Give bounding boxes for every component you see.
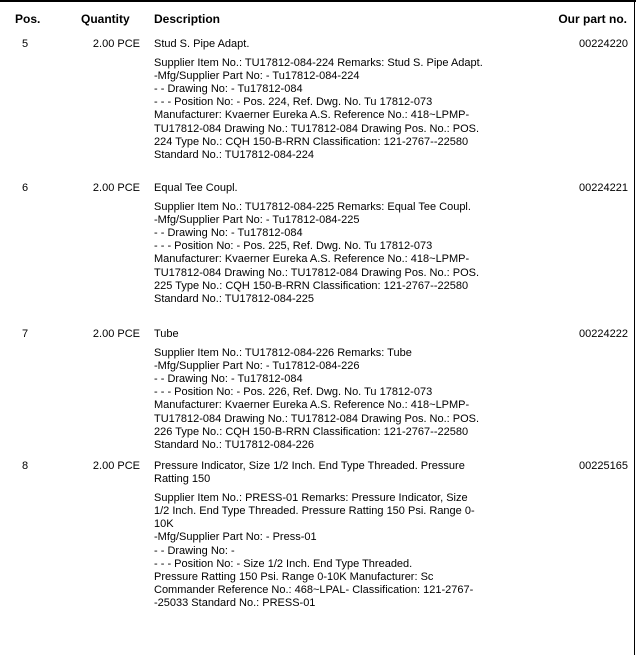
item-details: Supplier Item No.: TU17812-084-224 Remarks: Stud S. Pipe Adapt. -Mfg/Supplier Part No: - Tu17812-084-224 - - Drawing No: - Tu17812-084 - - - Position No: - Pos. 224, Ref. Dwg. No. Tu 17812-073 Manufacturer: Kvaerner Eureka A.S. Reference No.: 418~LPMP-TU17812-084 Drawing No.: TU17812-084 Drawing Pos. No.: POS. 224 Type No.: CQH 150-B-RRN Classification: 121-2767--22580 Standard No.: TU17812-084-224 bbox=[154, 57, 483, 161]
row-quantity: 2.00 PCE bbox=[92, 328, 140, 340]
row-part-no: 00225165 bbox=[579, 460, 628, 472]
item-title: Pressure Indicator, Size 1/2 Inch. End Type Threaded. Pressure Ratting 150 bbox=[154, 460, 465, 486]
row-quantity: 2.00 PCE bbox=[92, 38, 140, 50]
row-part-no: 00224221 bbox=[579, 182, 628, 194]
item-title: Stud S. Pipe Adapt. bbox=[154, 38, 250, 50]
row-part-no: 00224220 bbox=[579, 38, 628, 50]
item-details: Supplier Item No.: PRESS-01 Remarks: Pressure Indicator, Size 1/2 Inch. End Type Threaded. Pressure Ratting 150 Psi. Range 0-10K -Mfg/Supplier Part No: - Press-01 - - Drawing No: - - - - Position No: - Size 1/2 Inch. End Type Threaded. Pressure Ratting 150 Psi. Range 0-10K Manufacturer: Sc Commander Reference No.: 468~LPAL- Classification: 121-2767--25033 Standard No.: PRESS-01 bbox=[154, 492, 475, 609]
item-details: Supplier Item No.: TU17812-084-225 Remarks: Equal Tee Coupl. -Mfg/Supplier Part No: - Tu17812-084-225 - - Drawing No: - Tu17812-084 - - - Position No: - Pos. 225, Ref. Dwg. No. Tu 17812-073 Manufacturer: Kvaerner Eureka A.S. Reference No.: 418~LPMP-TU17812-084 Drawing No.: TU17812-084 Drawing Pos. No.: POS. 225 Type No.: CQH 150-B-RRN Classification: 121-2767--22580 Standard No.: TU17812-084-225 bbox=[154, 201, 480, 305]
item-title: Equal Tee Coupl. bbox=[154, 182, 238, 194]
right-rule bbox=[634, 0, 635, 655]
row-pos: 5 bbox=[22, 38, 29, 50]
row-pos: 7 bbox=[22, 328, 29, 340]
row-pos: 8 bbox=[22, 460, 29, 472]
row-description bbox=[154, 460, 484, 610]
header-quantity: Quantity bbox=[81, 12, 130, 26]
header-pos: Pos. bbox=[15, 12, 41, 26]
header-description: Description bbox=[154, 12, 221, 26]
row-part-no: 00224222 bbox=[579, 328, 628, 340]
row-quantity: 2.00 PCE bbox=[92, 460, 140, 472]
table-header bbox=[0, 12, 636, 28]
top-rule bbox=[0, 0, 636, 4]
row-pos: 6 bbox=[22, 182, 29, 194]
header-part-no: Our part no. bbox=[558, 12, 627, 26]
row-description bbox=[154, 38, 484, 162]
row-quantity: 2.00 PCE bbox=[92, 182, 140, 194]
item-details: Supplier Item No.: TU17812-084-226 Remarks: Tube -Mfg/Supplier Part No: - Tu17812-084-226 - - Drawing No: - Tu17812-084 - - - Position No: - Pos. 226, Ref. Dwg. No. Tu 17812-073 Manufacturer: Kvaerner Eureka A.S. Reference No.: 418~LPMP-TU17812-084 Drawing No.: TU17812-084 Drawing Pos. No.: POS. 226 Type No.: CQH 150-B-RRN Classification: 121-2767--22580 Standard No.: TU17812-084-226 bbox=[154, 347, 480, 451]
item-title: Tube bbox=[154, 328, 179, 340]
row-description bbox=[154, 328, 484, 452]
row-description bbox=[154, 182, 484, 306]
